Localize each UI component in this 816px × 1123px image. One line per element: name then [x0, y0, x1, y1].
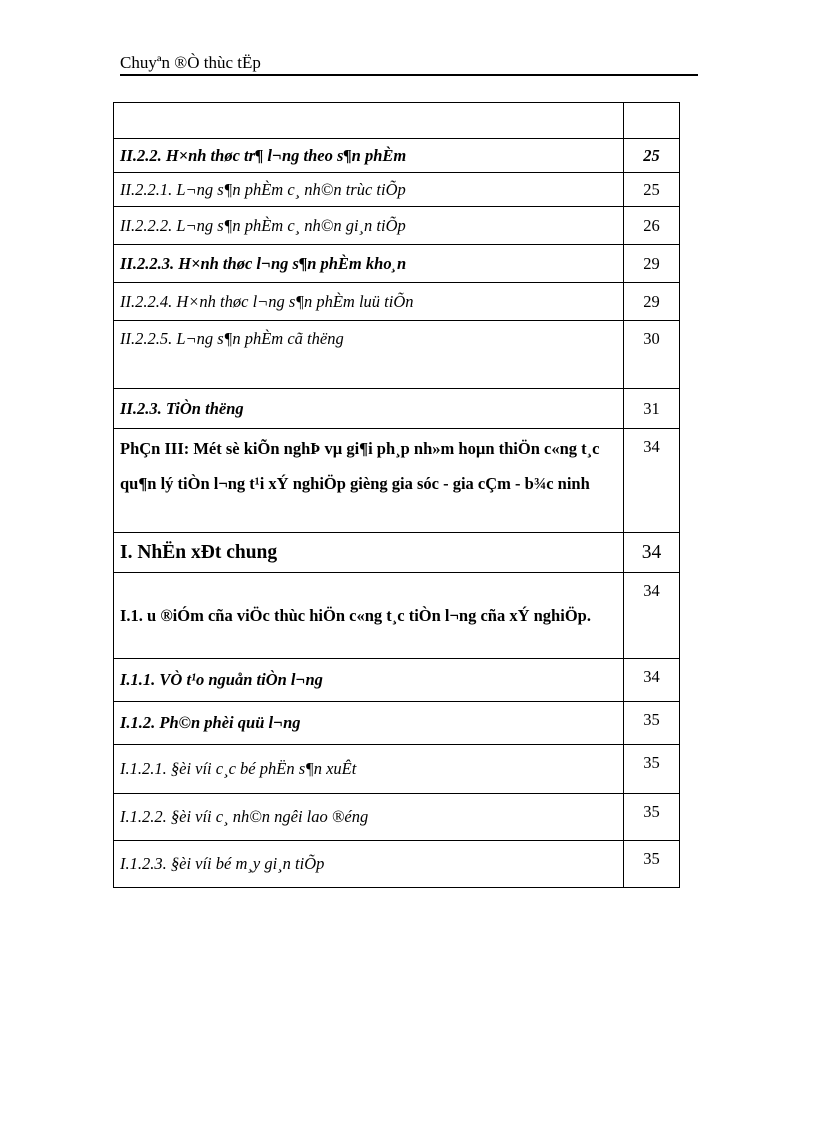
toc-page: 25: [624, 139, 680, 173]
toc-page: 35: [624, 794, 680, 841]
table-row: [114, 533, 680, 573]
toc-page: 35: [624, 841, 680, 888]
toc-title[interactable]: PhÇn III: Mét sè kiÕn nghÞ vµ gi¶i ph¸p nh»m hoµn thiÖn c«ng t¸c qu¶n lý tiÒn l¬ng t¹i xÝ nghiÖp gièng gia sóc - gia cÇm - b¾c ninh: [114, 429, 624, 533]
toc-title[interactable]: I.1.2.3. §èi víi bé m¸y gi¸n tiÕp: [114, 841, 624, 888]
table-row: [114, 841, 680, 888]
toc-title[interactable]: I.1.2.2. §èi víi c¸ nh©n ngêi lao ®éng: [114, 794, 624, 841]
toc-title[interactable]: II.2.2.1. L¬ng s¶n phÈm c¸ nh©n trùc tiÕp: [114, 173, 624, 207]
toc-page: 34: [624, 429, 680, 533]
table-row: [114, 283, 680, 321]
toc-page: 30: [624, 321, 680, 389]
table-of-contents: [113, 102, 680, 888]
toc-title[interactable]: I. NhËn xÐt chung: [114, 533, 624, 573]
toc-page: 34: [624, 573, 680, 659]
toc-title[interactable]: II.2.2.4. H×nh thøc l¬ng s¶n phÈm luü tiÕn: [114, 283, 624, 321]
toc-page: 34: [624, 659, 680, 702]
table-row: [114, 573, 680, 659]
toc-title[interactable]: I.1. u ®iÓm cña viÖc thùc hiÖn c«ng t¸c tiÒn l¬ng cña xÝ nghiÖp.: [114, 573, 624, 659]
toc-title[interactable]: II.2.2.3. H×nh thøc l¬ng s¶n phÈm kho¸n: [114, 245, 624, 283]
table-row: [114, 702, 680, 745]
table-row: [114, 429, 680, 533]
toc-title[interactable]: II.2.2. H×nh thøc tr¶ l¬ng theo s¶n phÈm: [114, 139, 624, 173]
toc-page: 35: [624, 702, 680, 745]
toc-title[interactable]: II.2.2.5. L¬ng s¶n phÈm cã thëng: [114, 321, 624, 389]
table-row: [114, 207, 680, 245]
toc-title[interactable]: II.2.2.2. L¬ng s¶n phÈm c¸ nh©n gi¸n tiÕp: [114, 207, 624, 245]
toc-page: [624, 103, 680, 139]
header-title: Chuyªn ®Ò thùc tËp: [120, 53, 261, 72]
toc-page: 26: [624, 207, 680, 245]
table-row: [114, 794, 680, 841]
toc-title: [114, 103, 624, 139]
table-row: [114, 103, 680, 139]
toc-title[interactable]: I.1.2. Ph©n phèi quü l¬ng: [114, 702, 624, 745]
table-row: [114, 659, 680, 702]
table-row: [114, 139, 680, 173]
toc-title[interactable]: I.1.1. VÒ t¹o nguån tiÒn l¬ng: [114, 659, 624, 702]
toc-page: 34: [624, 533, 680, 573]
table-row: [114, 245, 680, 283]
table-row: [114, 389, 680, 429]
toc-title[interactable]: II.2.3. TiÒn thëng: [114, 389, 624, 429]
toc-page: 29: [624, 283, 680, 321]
toc-page: 31: [624, 389, 680, 429]
page-header: [120, 50, 698, 76]
toc-page: 35: [624, 745, 680, 794]
table-row: [114, 321, 680, 389]
table-row: [114, 745, 680, 794]
toc-title[interactable]: I.1.2.1. §èi víi c¸c bé phËn s¶n xuÊt: [114, 745, 624, 794]
table-row: [114, 173, 680, 207]
toc-page: 25: [624, 173, 680, 207]
toc-page: 29: [624, 245, 680, 283]
